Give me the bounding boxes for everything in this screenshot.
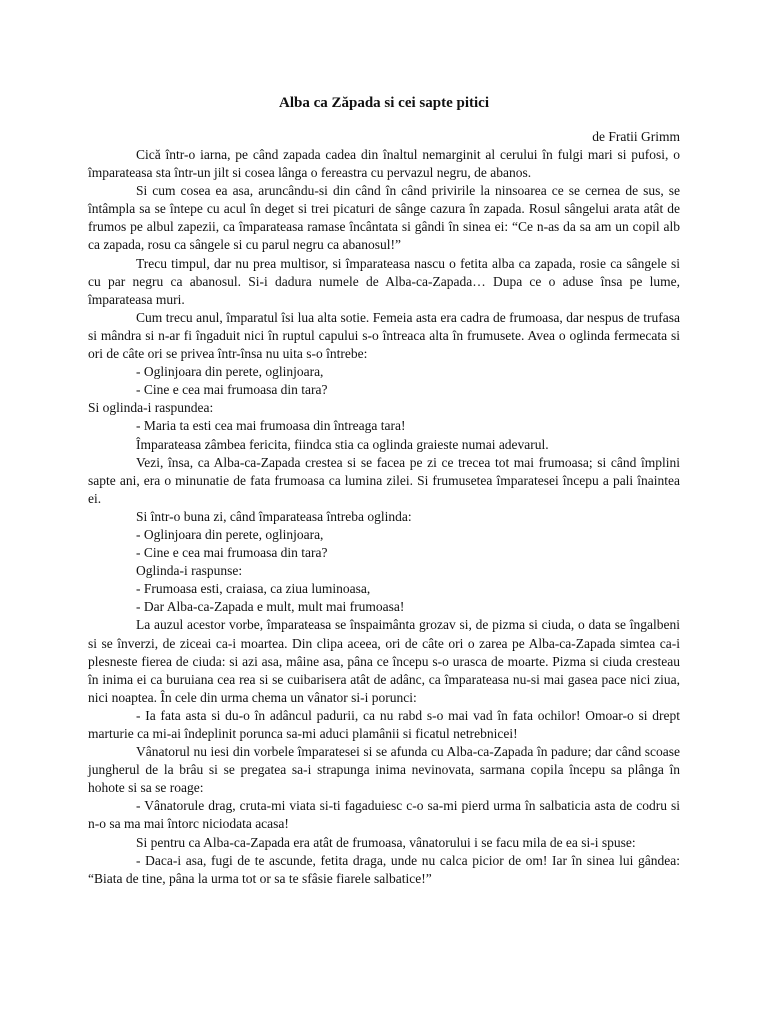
- paragraph: Împarateasa zâmbea fericita, fiindca stia ca oglinda graieste numai adevarul.: [136, 436, 549, 452]
- dialog-line: - Maria ta esti cea mai frumoasa din întreaga tara!: [136, 418, 406, 434]
- dialog-line: Oglinda-i raspunse:: [136, 563, 243, 579]
- paragraph: Vânatorul nu iesi din vorbele împaratesei si se afunda cu Alba-ca-Zapada în padure; dar când scoase jungherul de la brâu si se pregatea sa-i strapunga inima nevinovata, sarmana copila începu sa plânga în hohote si sa se roage:: [88, 744, 680, 796]
- document-author: de Fratii Grimm: [592, 129, 680, 144]
- dialog-line: - Oglinjoara din perete, oglinjoara,: [136, 364, 324, 380]
- dialog-line: - Cine e cea mai frumoasa din tara?: [136, 545, 328, 561]
- dialog-line: - Oglinjoara din perete, oglinjoara,: [136, 526, 324, 542]
- document-body: [88, 146, 680, 888]
- paragraph: Trecu timpul, dar nu prea multisor, si împarateasa nascu o fetita alba ca zapada, rosie ca sângele si cu par negru ca abanosul. Si-i dadura numele de Alba-ca-Zapada… Dupa ce o aduse însa pe lume, împarateasa muri.: [88, 255, 680, 307]
- paragraph: Vezi, însa, ca Alba-ca-Zapada crestea si se facea pe zi ce trecea tot mai frumoasa; si când împlini sapte ani, era o minunatie de fata frumoasa ca lumina zilei. Si frumusetea împaratesei începu a pali înaintea ei.: [88, 454, 680, 506]
- dialog-line: - Cine e cea mai frumoasa din tara?: [136, 382, 328, 398]
- paragraph: - Vânatorule drag, cruta-mi viata si-ti fagaduiesc c-o sa-mi pierd urma în salbaticia asta de codru si n-o sa ma mai întorc niciodata acasa!: [88, 798, 680, 832]
- dialog-line: - Frumoasa esti, craiasa, ca ziua luminoasa,: [136, 581, 371, 597]
- document-title: Alba ca Zăpada si cei sapte pitici: [278, 95, 489, 111]
- paragraph: - Daca-i asa, fugi de te ascunde, fetita draga, unde nu calca picior de om! Iar în sinea lui gândea: “Biata de tine, pâna la urma tot or sa te sfâsie fiarele salbatice!”: [88, 852, 680, 886]
- paragraph: Cică într-o iarna, pe când zapada cadea din înaltul nemarginit al cerului în fulgi mari si pufosi, o împarateasa sta într-un jilt si cosea lânga o fereastra cu pervazul negru, de abanos.: [88, 147, 680, 181]
- paragraph: Si pentru ca Alba-ca-Zapada era atât de frumoasa, vânatorului i se facu mila de ea si-i spuse:: [136, 834, 636, 850]
- document-page: [88, 92, 680, 888]
- paragraph: Cum trecu anul, împaratul îsi lua alta sotie. Femeia asta era cadra de frumoasa, dar nespus de trufasa si mândra si n-ar fi îngaduit nici în ruptul capului s-o întreaca alta în frumusete. Avea o oglinda fermecata si ori de câte ori se privea într-însa nu uita s-o întrebe:: [88, 309, 680, 362]
- paragraph: Si într-o buna zi, când împarateasa întreba oglinda:: [136, 508, 412, 524]
- paragraph: Si cum cosea ea asa, aruncându-si din când în când privirile la ninsoarea ce se cernea de sus, se întâmpla sa se întepe cu acul în deget si trei picaturi de sânge cazura în zapada. Rosul sângelui arata atât de frumos pe albul zapezii, ca împarateasa ramase încântata si gândi în sinea ei: “Ce n-as da sa am un copil alb ca zapada, rosu ca sângele si cu parul negru ca abanosul!”: [88, 183, 680, 253]
- paragraph: - Ia fata asta si du-o în adâncul padurii, ca nu rabd s-o mai vad în fata ochilor! Omoar-o si drept marturie ca mi-ai îndeplinit porunca sa-mi aduci plamânii si ficatul netrebnicei!: [88, 707, 680, 741]
- paragraph: La auzul acestor vorbe, împarateasa se înspaimânta grozav si, de pizma si ciuda, o data se îngalbeni si se înverzi, de ziceai ca-i moartea. Din clipa aceea, ori de câte ori o zarea pe Alba-ca-Zapada simtea ca-i plesneste fierea de ciuda: si azi asa, mâine asa, pâna ce începu s-o urasca de moarte. Pizma si ciuda cresteau în inima ei ca buruiana cea rea si se cuibarisera atât de adânc, ca împarateasa nu-si mai gasea pace nici ziua, nici noaptea. În cele din urma chema un vânator si-i porunci:: [88, 617, 680, 705]
- dialog-line: - Dar Alba-ca-Zapada e mult, mult mai frumoasa!: [136, 599, 405, 615]
- paragraph: Si oglinda-i raspundea:: [88, 400, 214, 416]
